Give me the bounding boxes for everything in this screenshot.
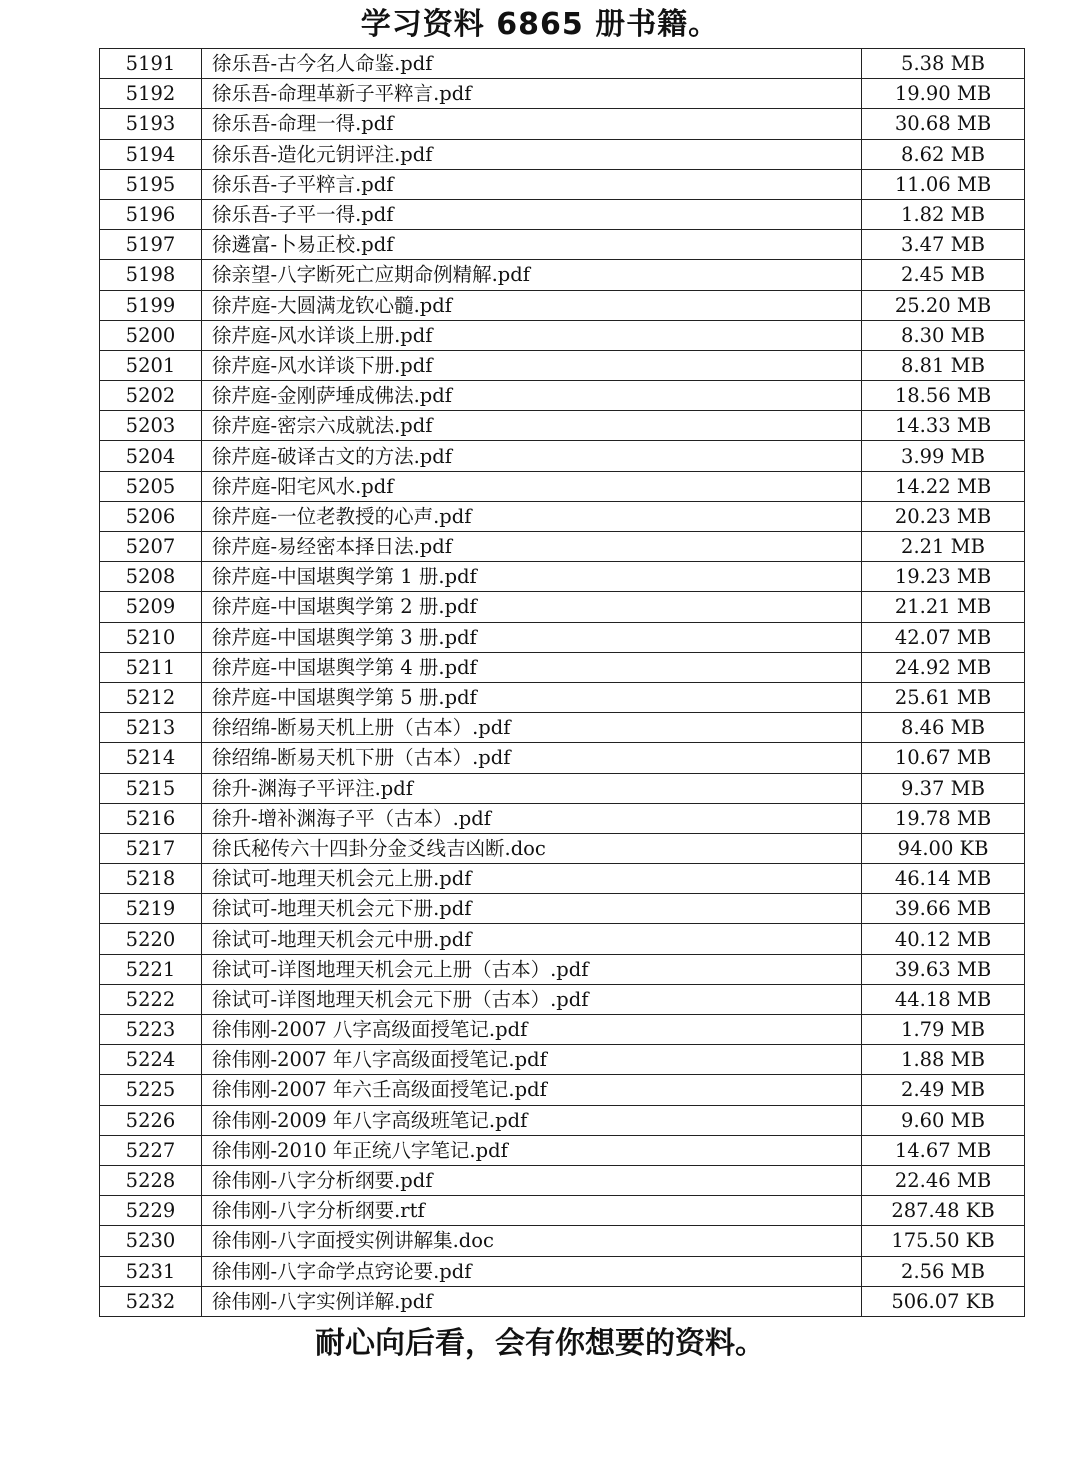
file-size: 3.47 MB: [862, 230, 1025, 260]
file-name: 徐亲望-八字断死亡应期命例精解.pdf: [202, 260, 862, 290]
table-row: [100, 924, 1025, 954]
file-size: 42.07 MB: [862, 622, 1025, 652]
table-row: [100, 350, 1025, 380]
file-size: 5.38 MB: [862, 49, 1025, 79]
file-name: 徐芹庭-中国堪舆学第 1 册.pdf: [202, 562, 862, 592]
table-row: [100, 49, 1025, 79]
file-size: 40.12 MB: [862, 924, 1025, 954]
row-number: 5223: [100, 1015, 202, 1045]
file-size: 39.63 MB: [862, 954, 1025, 984]
row-number: 5218: [100, 864, 202, 894]
table-row: [100, 1226, 1025, 1256]
file-name: 徐试可-详图地理天机会元上册（古本）.pdf: [202, 954, 862, 984]
table-row: [100, 954, 1025, 984]
file-size: 39.66 MB: [862, 894, 1025, 924]
table-row: [100, 139, 1025, 169]
row-number: 5205: [100, 471, 202, 501]
file-name: 徐芹庭-密宗六成就法.pdf: [202, 411, 862, 441]
table-row: [100, 532, 1025, 562]
file-size: 18.56 MB: [862, 381, 1025, 411]
table-row: [100, 1075, 1025, 1105]
table-row: [100, 864, 1025, 894]
file-name: 徐芹庭-金刚萨埵成佛法.pdf: [202, 381, 862, 411]
file-name: 徐伟刚-2010 年正统八字笔记.pdf: [202, 1135, 862, 1165]
row-number: 5195: [100, 169, 202, 199]
row-number: 5208: [100, 562, 202, 592]
row-number: 5228: [100, 1165, 202, 1195]
file-size: 19.90 MB: [862, 79, 1025, 109]
file-size: 287.48 KB: [862, 1196, 1025, 1226]
table-row: [100, 320, 1025, 350]
file-name: 徐伟刚-2007 八字高级面授笔记.pdf: [202, 1015, 862, 1045]
table-row: [100, 109, 1025, 139]
file-size: 21.21 MB: [862, 592, 1025, 622]
row-number: 5217: [100, 833, 202, 863]
table-row: [100, 1286, 1025, 1316]
row-number: 5210: [100, 622, 202, 652]
row-number: 5209: [100, 592, 202, 622]
file-size: 2.21 MB: [862, 532, 1025, 562]
file-size: 3.99 MB: [862, 441, 1025, 471]
file-name: 徐试可-详图地理天机会元下册（古本）.pdf: [202, 984, 862, 1014]
file-size: 25.20 MB: [862, 290, 1025, 320]
file-name: 徐氏秘传六十四卦分金爻线吉凶断.doc: [202, 833, 862, 863]
file-size: 94.00 KB: [862, 833, 1025, 863]
row-number: 5219: [100, 894, 202, 924]
table-row: [100, 411, 1025, 441]
row-number: 5203: [100, 411, 202, 441]
file-name: 徐乐吾-命理一得.pdf: [202, 109, 862, 139]
file-size: 1.82 MB: [862, 199, 1025, 229]
table-row: [100, 894, 1025, 924]
file-size: 14.22 MB: [862, 471, 1025, 501]
file-size: 1.88 MB: [862, 1045, 1025, 1075]
file-size: 11.06 MB: [862, 169, 1025, 199]
file-list-body: [100, 49, 1025, 1317]
file-name: 徐试可-地理天机会元上册.pdf: [202, 864, 862, 894]
row-number: 5225: [100, 1075, 202, 1105]
table-row: [100, 562, 1025, 592]
row-number: 5201: [100, 350, 202, 380]
file-size: 14.67 MB: [862, 1135, 1025, 1165]
row-number: 5224: [100, 1045, 202, 1075]
file-size: 8.81 MB: [862, 350, 1025, 380]
file-list-table: [99, 48, 1025, 1317]
page-title: 学习资料 6865 册书籍。: [360, 7, 720, 42]
row-number: 5220: [100, 924, 202, 954]
table-row: [100, 501, 1025, 531]
file-size: 2.49 MB: [862, 1075, 1025, 1105]
table-row: [100, 290, 1025, 320]
file-size: 9.37 MB: [862, 773, 1025, 803]
row-number: 5204: [100, 441, 202, 471]
row-number: 5226: [100, 1105, 202, 1135]
file-name: 徐伟刚-八字面授实例讲解集.doc: [202, 1226, 862, 1256]
file-name: 徐伟刚-八字实例详解.pdf: [202, 1286, 862, 1316]
table-row: [100, 803, 1025, 833]
table-row: [100, 773, 1025, 803]
row-number: 5206: [100, 501, 202, 531]
file-size: 20.23 MB: [862, 501, 1025, 531]
row-number: 5191: [100, 49, 202, 79]
file-size: 14.33 MB: [862, 411, 1025, 441]
file-name: 徐升-增补渊海子平（古本）.pdf: [202, 803, 862, 833]
file-name: 徐芹庭-风水详谈上册.pdf: [202, 320, 862, 350]
file-name: 徐芹庭-一位老教授的心声.pdf: [202, 501, 862, 531]
table-row: [100, 652, 1025, 682]
file-name: 徐芹庭-破译古文的方法.pdf: [202, 441, 862, 471]
file-size: 46.14 MB: [862, 864, 1025, 894]
file-name: 徐伟刚-八字分析纲要.pdf: [202, 1165, 862, 1195]
row-number: 5199: [100, 290, 202, 320]
file-size: 8.46 MB: [862, 713, 1025, 743]
row-number: 5231: [100, 1256, 202, 1286]
file-name: 徐伟刚-2007 年八字高级面授笔记.pdf: [202, 1045, 862, 1075]
file-size: 10.67 MB: [862, 743, 1025, 773]
table-row: [100, 79, 1025, 109]
file-name: 徐伟刚-2007 年六壬高级面授笔记.pdf: [202, 1075, 862, 1105]
file-name: 徐芹庭-风水详谈下册.pdf: [202, 350, 862, 380]
row-number: 5200: [100, 320, 202, 350]
row-number: 5196: [100, 199, 202, 229]
file-name: 徐芹庭-中国堪舆学第 2 册.pdf: [202, 592, 862, 622]
table-row: [100, 682, 1025, 712]
file-name: 徐芹庭-中国堪舆学第 5 册.pdf: [202, 682, 862, 712]
row-number: 5216: [100, 803, 202, 833]
file-size: 19.23 MB: [862, 562, 1025, 592]
file-name: 徐乐吾-子平一得.pdf: [202, 199, 862, 229]
file-size: 22.46 MB: [862, 1165, 1025, 1195]
row-number: 5212: [100, 682, 202, 712]
table-row: [100, 1135, 1025, 1165]
row-number: 5213: [100, 713, 202, 743]
file-name: 徐伟刚-八字命学点窍论要.pdf: [202, 1256, 862, 1286]
row-number: 5192: [100, 79, 202, 109]
row-number: 5197: [100, 230, 202, 260]
table-row: [100, 1196, 1025, 1226]
file-size: 25.61 MB: [862, 682, 1025, 712]
table-row: [100, 230, 1025, 260]
row-number: 5207: [100, 532, 202, 562]
table-row: [100, 199, 1025, 229]
row-number: 5193: [100, 109, 202, 139]
file-size: 9.60 MB: [862, 1105, 1025, 1135]
file-name: 徐芹庭-中国堪舆学第 3 册.pdf: [202, 622, 862, 652]
file-name: 徐遴富-卜易正校.pdf: [202, 230, 862, 260]
file-name: 徐芹庭-阳宅风水.pdf: [202, 471, 862, 501]
file-name: 徐乐吾-造化元钥评注.pdf: [202, 139, 862, 169]
file-size: 1.79 MB: [862, 1015, 1025, 1045]
file-name: 徐伟刚-2009 年八字高级班笔记.pdf: [202, 1105, 862, 1135]
table-row: [100, 169, 1025, 199]
table-row: [100, 1256, 1025, 1286]
row-number: 5230: [100, 1226, 202, 1256]
table-row: [100, 743, 1025, 773]
file-name: 徐绍绵-断易天机下册（古本）.pdf: [202, 743, 862, 773]
table-row: [100, 984, 1025, 1014]
file-name: 徐乐吾-古今名人命鉴.pdf: [202, 49, 862, 79]
table-row: [100, 1015, 1025, 1045]
file-size: 8.30 MB: [862, 320, 1025, 350]
file-name: 徐乐吾-子平粹言.pdf: [202, 169, 862, 199]
row-number: 5211: [100, 652, 202, 682]
file-name: 徐芹庭-大圆满龙钦心髓.pdf: [202, 290, 862, 320]
row-number: 5214: [100, 743, 202, 773]
table-row: [100, 471, 1025, 501]
file-size: 24.92 MB: [862, 652, 1025, 682]
file-name: 徐升-渊海子平评注.pdf: [202, 773, 862, 803]
table-row: [100, 713, 1025, 743]
row-number: 5215: [100, 773, 202, 803]
file-name: 徐乐吾-命理革新子平粹言.pdf: [202, 79, 862, 109]
row-number: 5198: [100, 260, 202, 290]
table-row: [100, 622, 1025, 652]
row-number: 5227: [100, 1135, 202, 1165]
file-size: 175.50 KB: [862, 1226, 1025, 1256]
file-size: 2.56 MB: [862, 1256, 1025, 1286]
file-size: 2.45 MB: [862, 260, 1025, 290]
row-number: 5202: [100, 381, 202, 411]
table-row: [100, 1045, 1025, 1075]
file-size: 19.78 MB: [862, 803, 1025, 833]
table-row: [100, 260, 1025, 290]
file-name: 徐伟刚-八字分析纲要.rtf: [202, 1196, 862, 1226]
file-size: 506.07 KB: [862, 1286, 1025, 1316]
row-number: 5229: [100, 1196, 202, 1226]
table-row: [100, 381, 1025, 411]
table-row: [100, 1165, 1025, 1195]
file-size: 30.68 MB: [862, 109, 1025, 139]
table-row: [100, 592, 1025, 622]
table-row: [100, 833, 1025, 863]
file-size: 8.62 MB: [862, 139, 1025, 169]
table-row: [100, 441, 1025, 471]
row-number: 5221: [100, 954, 202, 984]
file-name: 徐试可-地理天机会元中册.pdf: [202, 924, 862, 954]
row-number: 5194: [100, 139, 202, 169]
table-row: [100, 1105, 1025, 1135]
file-name: 徐试可-地理天机会元下册.pdf: [202, 894, 862, 924]
footer-note: 耐心向后看，会有你想要的资料。: [315, 1326, 765, 1361]
row-number: 5222: [100, 984, 202, 1014]
row-number: 5232: [100, 1286, 202, 1316]
file-name: 徐绍绵-断易天机上册（古本）.pdf: [202, 713, 862, 743]
file-size: 44.18 MB: [862, 984, 1025, 1014]
file-name: 徐芹庭-中国堪舆学第 4 册.pdf: [202, 652, 862, 682]
file-name: 徐芹庭-易经密本择日法.pdf: [202, 532, 862, 562]
